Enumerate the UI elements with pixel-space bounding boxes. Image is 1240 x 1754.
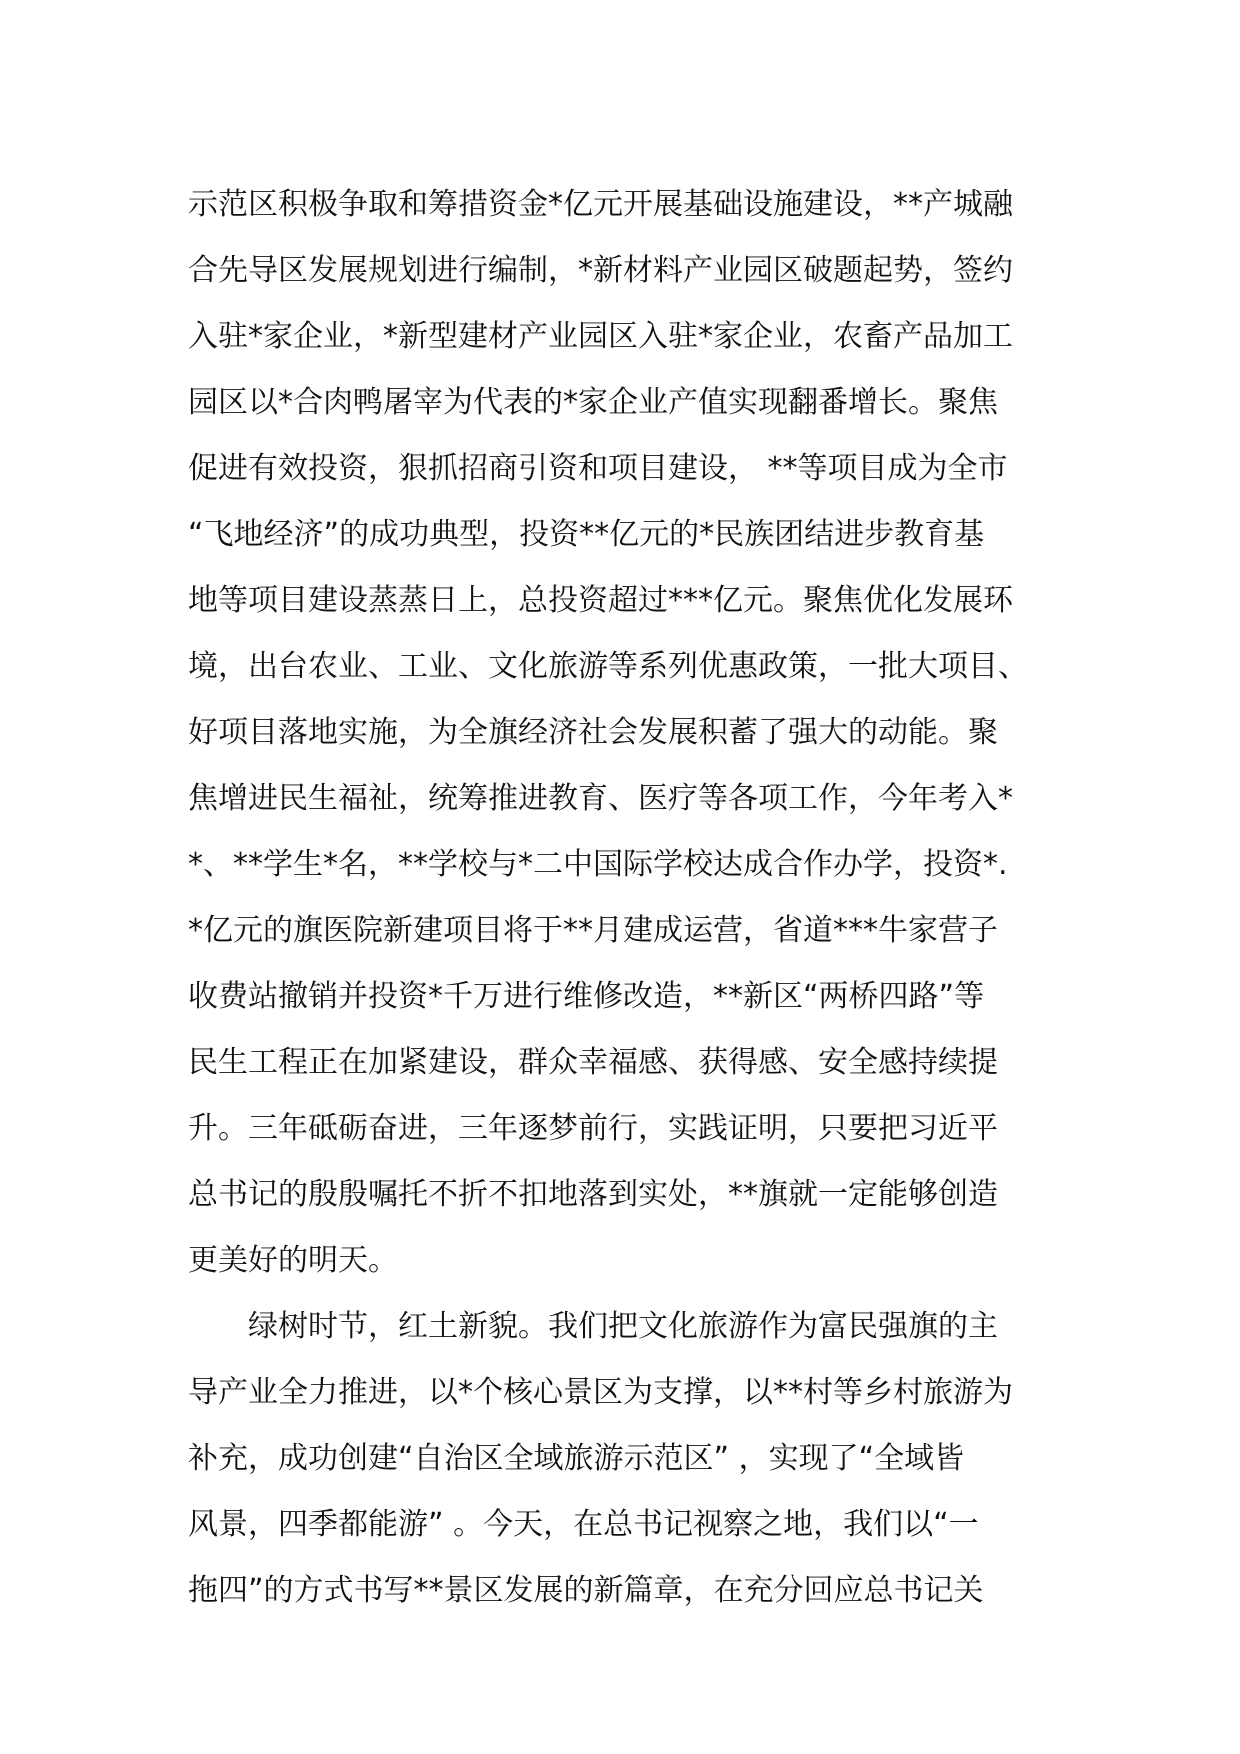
text-line: 更美好的明天。 <box>188 1243 398 1278</box>
text-line: 园区以*合肉鸭屠宰为代表的*家企业产值实现翻番增长。聚焦 <box>188 385 998 420</box>
text-line: 入驻*家企业，*新型建材产业园区入驻*家企业，农畜产品加工 <box>188 319 1013 354</box>
text-line: 导产业全力推进，以*个核心景区为支撑，以**村等乡村旅游为 <box>188 1375 1013 1410</box>
text-line: 示范区积极争取和筹措资金*亿元开展基础设施建设，**产城融 <box>188 187 1013 222</box>
text-line: 合先导区发展规划进行编制，*新材料产业园区破题起势，签约 <box>188 253 1013 288</box>
text-line: 升。三年砥砺奋进，三年逐梦前行，实践证明，只要把习近平 <box>188 1111 998 1146</box>
text-line: 民生工程正在加紧建设，群众幸福感、获得感、安全感持续提 <box>188 1045 998 1080</box>
text-line: 焦增进民生福祉，统筹推进教育、医疗等各项工作，今年考入* <box>188 781 1013 816</box>
text-line: 促进有效投资，狠抓招商引资和项目建设， **等项目成为全市 <box>188 451 1008 486</box>
text-line: 绿树时节，红土新貌。我们把文化旅游作为富民强旗的主 <box>188 1309 998 1344</box>
text-line: 收费站撤销并投资*千万进行维修改造，**新区“两桥四路”等 <box>188 979 985 1014</box>
text-line: 好项目落地实施，为全旗经济社会发展积蓄了强大的动能。聚 <box>188 715 998 750</box>
text-line: “飞地经济”的成功典型，投资**亿元的*民族团结进步教育基 <box>188 517 985 552</box>
body-paragraph <box>188 1294 1068 1624</box>
text-line: *、**学生*名，**学校与*二中国际学校达成合作办学，投资*. <box>188 847 1008 882</box>
body-paragraph <box>188 172 1068 1294</box>
text-line: 总书记的殷殷嘱托不折不扣地落到实处，**旗就一定能够创造 <box>188 1177 998 1212</box>
text-line: 地等项目建设蒸蒸日上，总投资超过***亿元。聚焦优化发展环 <box>188 583 1013 618</box>
text-line: 补充，成功创建“自治区全域旅游示范区” ，实现了“全域皆 <box>188 1441 965 1476</box>
text-line: *亿元的旗医院新建项目将于**月建成运营，省道***牛家营子 <box>188 913 998 948</box>
text-line: 拖四”的方式书写**景区发展的新篇章，在充分回应总书记关 <box>188 1573 984 1608</box>
text-line: 风景，四季都能游” 。今天，在总书记视察之地，我们以“一 <box>188 1507 979 1542</box>
text-line: 境，出台农业、工业、文化旅游等系列优惠政策，一批大项目、 <box>188 649 1028 684</box>
